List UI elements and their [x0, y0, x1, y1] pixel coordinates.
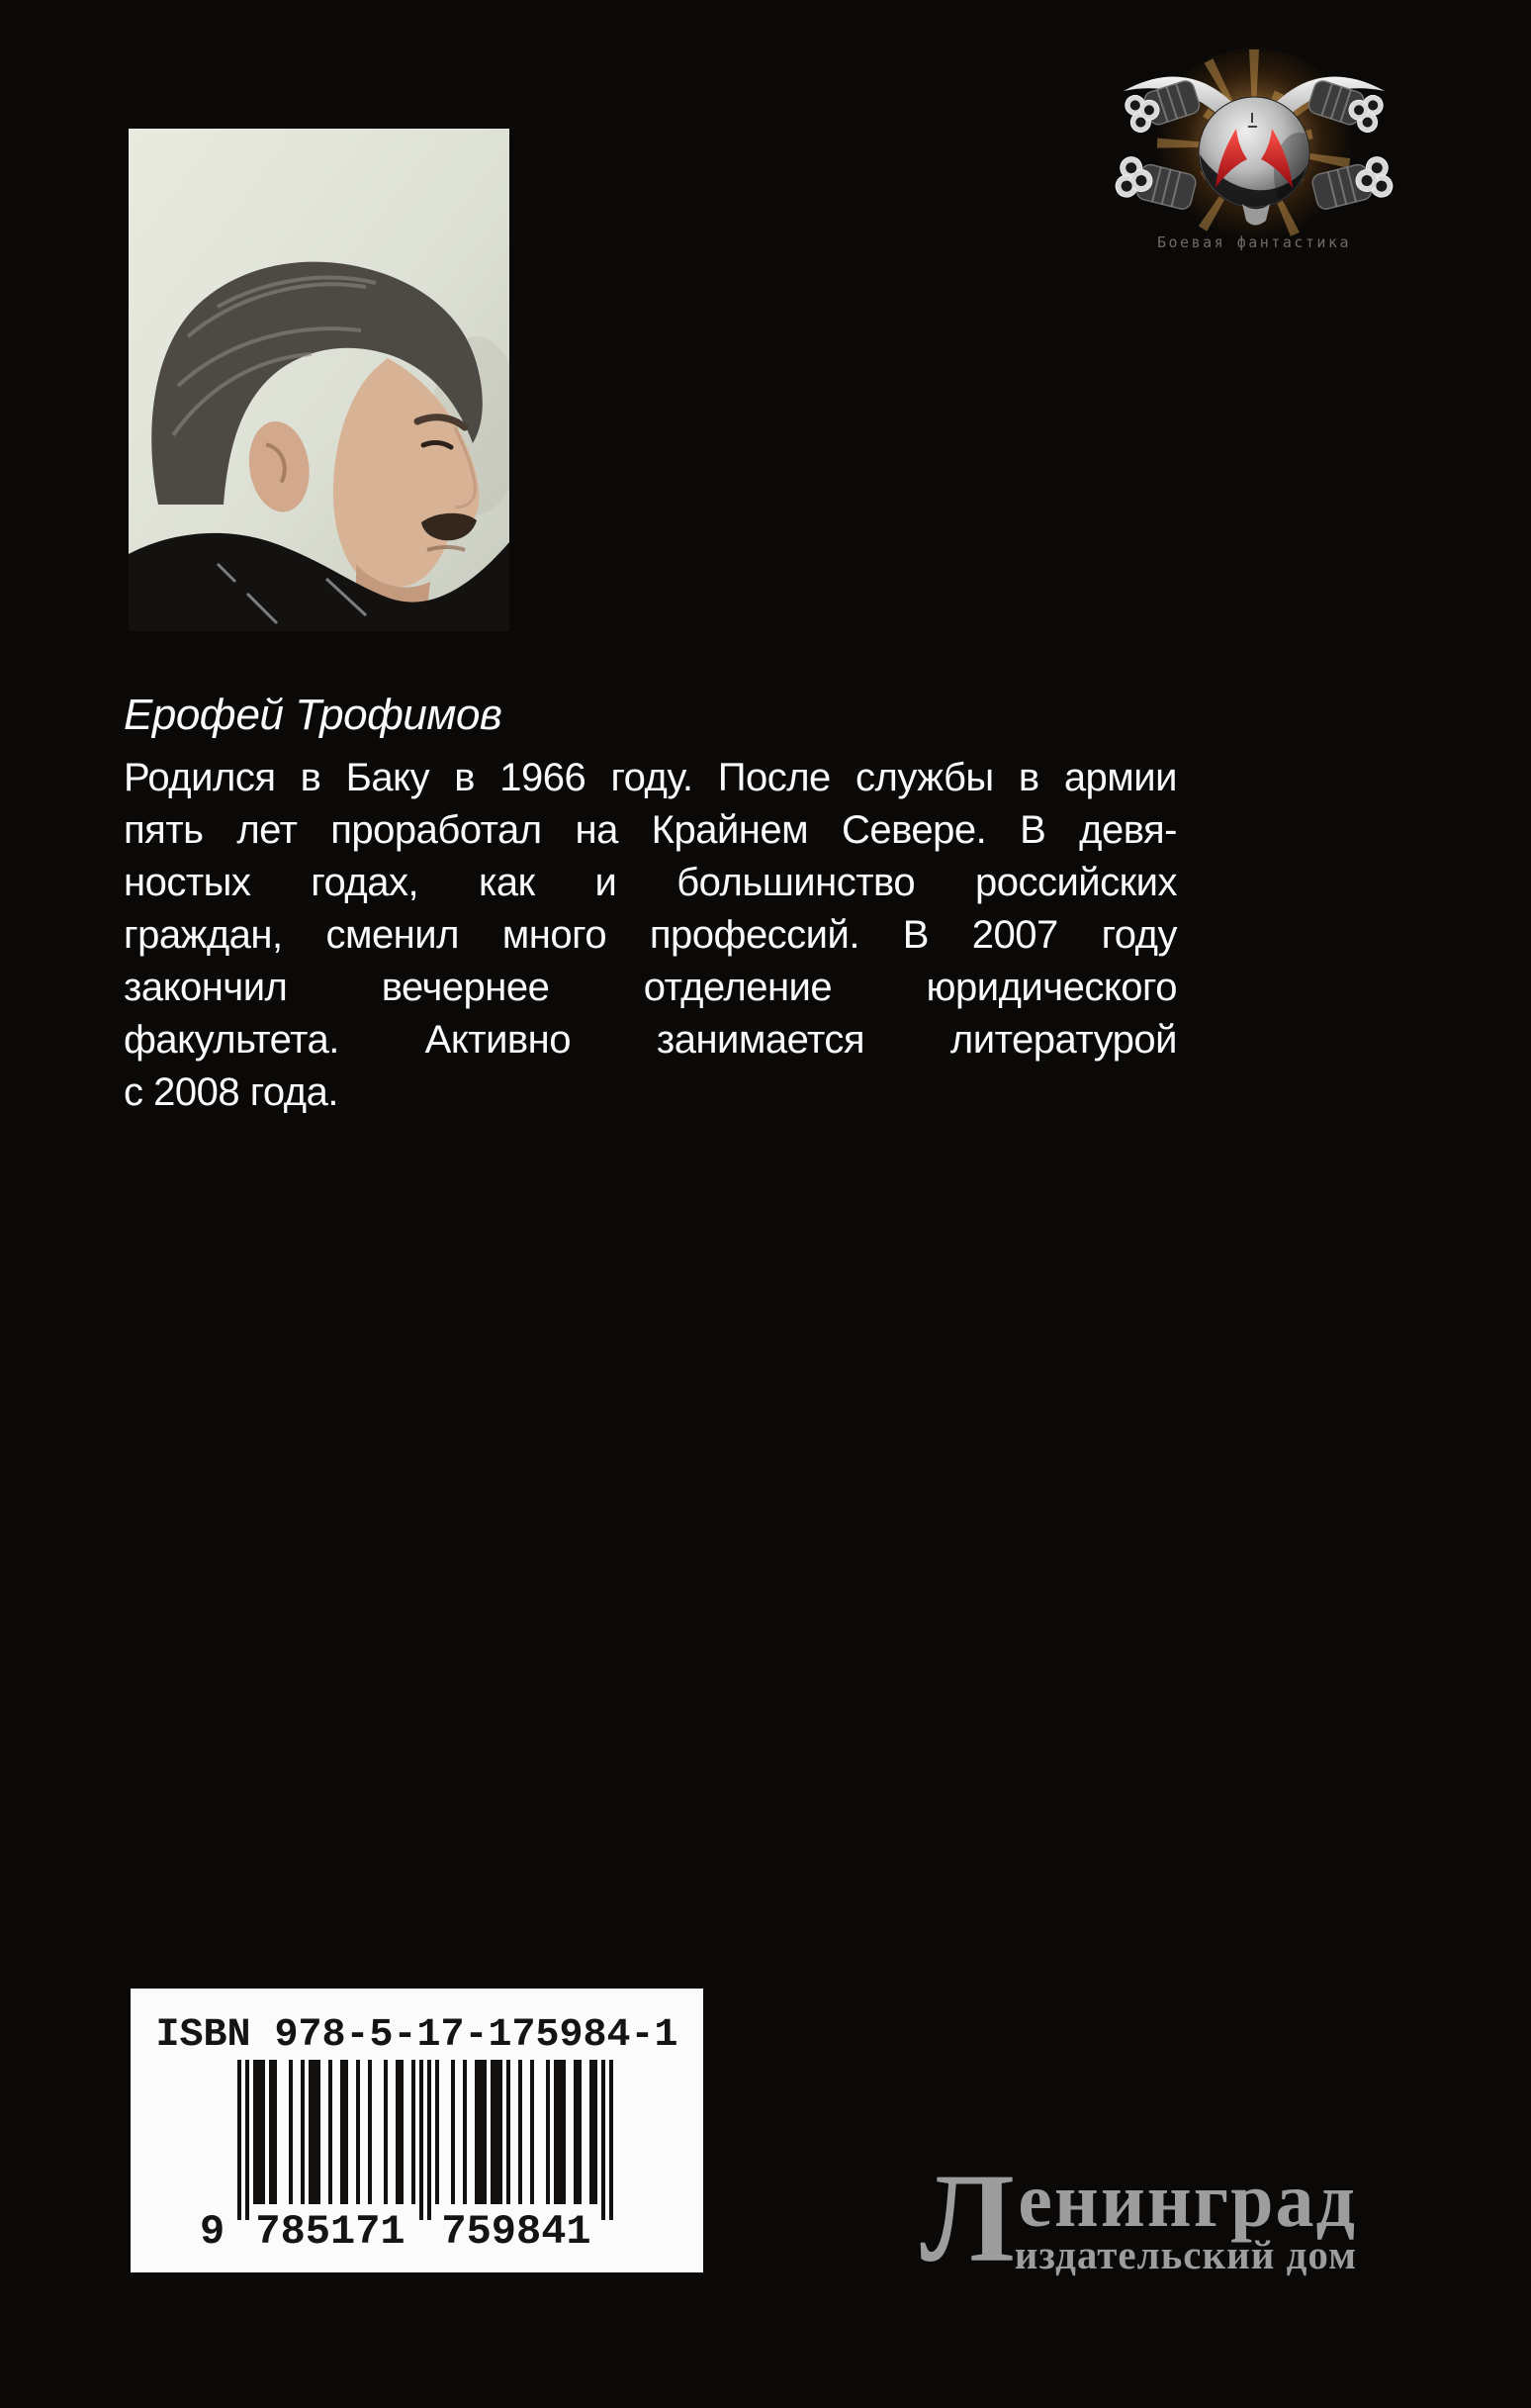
bio-line: закончил вечернее отделение юридического — [124, 966, 1177, 1009]
publisher-name-initial: Л — [920, 2148, 1015, 2289]
ean13-barcode — [200, 2060, 613, 2256]
bio-line: пять лет проработал на Крайнем Севере. В девя- — [124, 808, 1177, 852]
bio-line: граждан, сменил много профессий. В 2007 году — [124, 913, 1177, 957]
publisher-name: енинград — [1018, 2157, 1357, 2244]
bio-line: факультета. Активно занимается литературой — [124, 1018, 1177, 1062]
bio-line: с 2008 года. — [124, 1070, 338, 1114]
author-photo — [129, 129, 509, 631]
bio-line: ностых годах, как и большинство российских — [124, 861, 1177, 904]
bio-line: Родился в Баку в 1966 году. После службы в армии — [124, 756, 1177, 799]
author-name: Ерофей Трофимов — [124, 691, 502, 739]
barcode-bars — [237, 2060, 613, 2220]
author-portrait-illustration — [129, 129, 509, 631]
series-emblem — [1106, 36, 1402, 251]
series-emblem-art — [1106, 36, 1402, 265]
barcode-digits-left: 785171 — [255, 2208, 405, 2256]
series-name: Боевая фантастика — [1156, 233, 1352, 251]
author-bio — [124, 752, 1177, 1119]
isbn-number: ISBN 978-5-17-175984-1 — [155, 2013, 678, 2058]
barcode-module — [609, 2060, 613, 2220]
barcode-digits-right: 759841 — [441, 2208, 591, 2256]
isbn-block — [131, 1989, 703, 2272]
barcode-digits — [200, 2204, 613, 2260]
publisher-subtitle: издательский дом — [1014, 2232, 1357, 2277]
publisher-logo — [920, 2148, 1357, 2289]
barcode-digit-lead: 9 — [200, 2208, 225, 2256]
